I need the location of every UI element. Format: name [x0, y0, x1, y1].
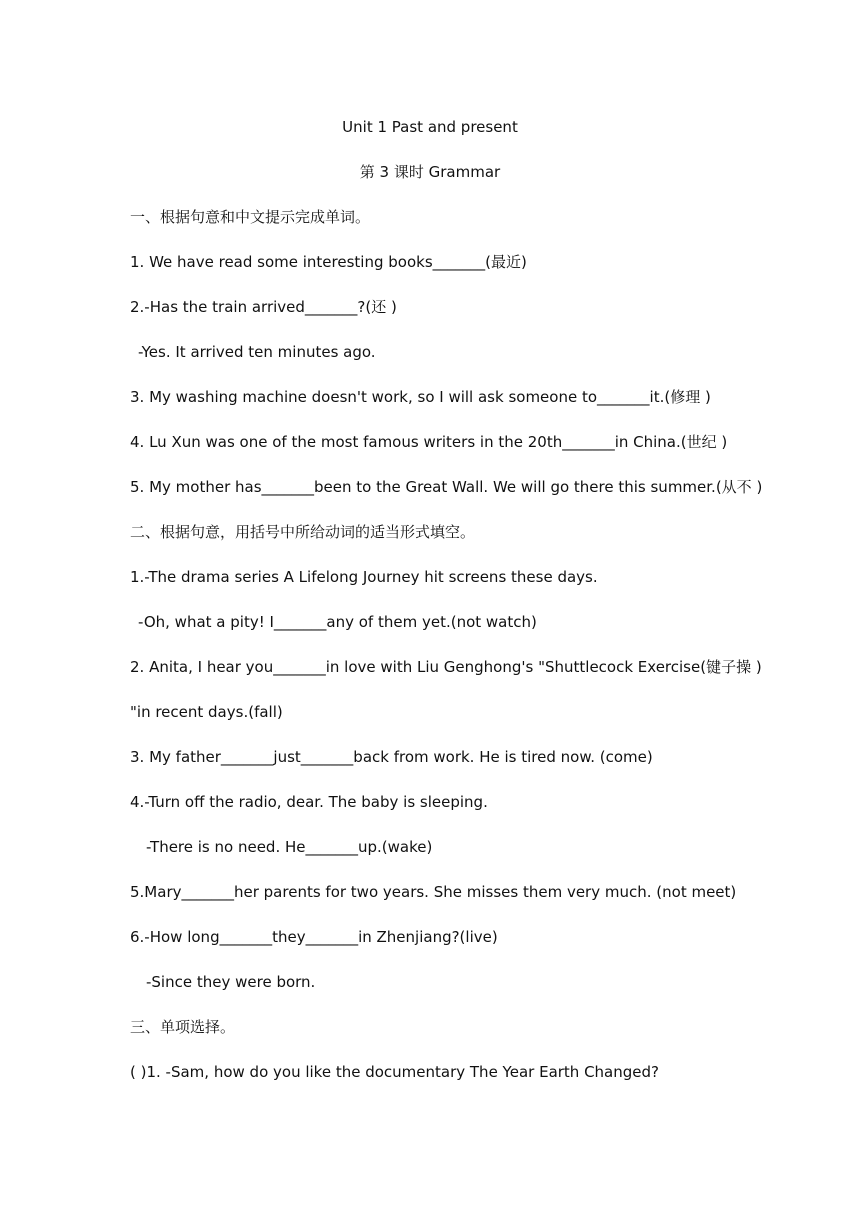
question-line: 6.-How long_______they_______in Zhenjiang?(live) [130, 928, 498, 946]
question-line: 4.-Turn off the radio, dear. The baby is sleeping. [130, 793, 488, 811]
section-heading-3: 三、单项选择。 [130, 1018, 236, 1036]
document-title: Unit 1 Past and present [342, 118, 518, 136]
lesson-subtitle: 第 3 课时 Grammar [359, 163, 501, 181]
question-line: 2. Anita, I hear you_______in love with Liu Genghong's "Shuttlecock Exercise(键子操 ) [130, 658, 762, 676]
section-heading-1: 一、根据句意和中文提示完成单词。 [130, 208, 371, 226]
question-line: 3. My washing machine doesn't work, so I will ask someone to_______it.(修理 ) [130, 388, 711, 406]
question-line: ( )1. -Sam, how do you like the documentary The Year Earth Changed? [130, 1063, 659, 1081]
answer-line: -Oh, what a pity! I_______any of them yet.(not watch) [138, 613, 537, 631]
answer-line: -Yes. It arrived ten minutes ago. [138, 343, 376, 361]
answer-line: -There is no need. He_______up.(wake) [146, 838, 433, 856]
question-line: 1. We have read some interesting books_______(最近) [130, 253, 527, 271]
question-line: 2.-Has the train arrived_______?(还 ) [130, 298, 397, 316]
section-heading-2: 二、根据句意，用括号中所给动词的适当形式填空。 [130, 523, 476, 541]
question-line: 4. Lu Xun was one of the most famous writers in the 20th_______in China.(世纪 ) [130, 433, 728, 451]
question-line-continued: "in recent days.(fall) [130, 703, 283, 721]
question-line: 5.Mary_______her parents for two years. She misses them very much. (not meet) [130, 883, 737, 901]
question-line: 1.-The drama series A Lifelong Journey hit screens these days. [130, 568, 598, 586]
question-line: 3. My father_______just_______back from work. He is tired now. (come) [130, 748, 653, 766]
question-line: 5. My mother has_______been to the Great Wall. We will go there this summer.(从不 ) [130, 478, 763, 496]
answer-line: -Since they were born. [146, 973, 316, 991]
